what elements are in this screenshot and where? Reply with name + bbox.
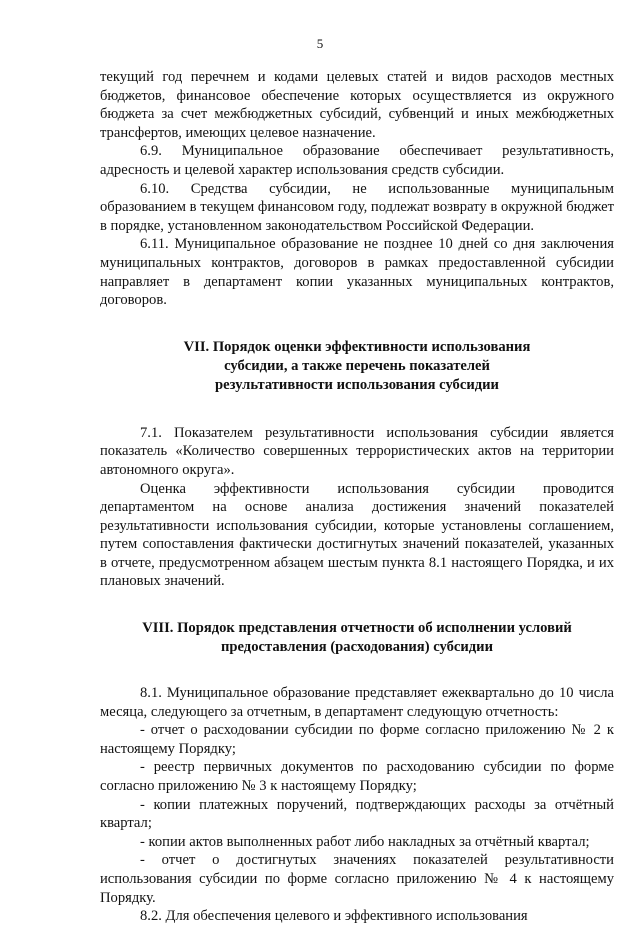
section-8-heading-line: VIII. Порядок представления отчетности об исполнении условий: [142, 620, 572, 637]
section-7-heading-line: субсидии, а также перечень показателей: [224, 357, 490, 374]
paragraph-6-10: 6.10. Средства субсидии, не использованные муниципальным образованием в текущем финансовом году, подлежат возврату в окружной бюджет в порядке, установленном законодательством Российской Федерации.: [100, 180, 614, 234]
paragraph-continuation: текущий год перечнем и кодами целевых статей и видов расходов местных бюджетов, финансовое обеспечение которых осуществляется из окружного бюджета за счет межбюджетных субсидий, субвенций и иных межбюджетных трансфертов, имеющих целевое назначение.: [100, 69, 614, 141]
paragraph-7-1: 7.1. Показателем результативности использования субсидии является показатель «Количество совершенных террористических актов на территории автономного округа».: [100, 424, 614, 478]
list-item-payment-orders: - копии платежных поручений, подтверждающих расходы за отчётный квартал;: [100, 796, 614, 832]
list-item-registry-form-3: - реестр первичных документов по расходованию субсидии по форме согласно приложению № 3 к настоящему Порядку;: [100, 759, 614, 795]
list-item-results-report-form-4: - отчет о достигнутых значениях показателей результативности использования субсидии по форме согласно приложению № 4 к настоящему Порядку.: [100, 852, 614, 906]
section-7-heading-line: VII. Порядок оценки эффективности использования: [183, 338, 531, 355]
section-7-heading-line: результативности использования субсидии: [215, 376, 499, 393]
paragraph-8-2: 8.2. Для обеспечения целевого и эффективного использования: [140, 908, 528, 925]
document-body: [100, 68, 614, 926]
paragraph-7-evaluation: Оценка эффективности использования субсидии проводится департаментом на основе анализа достижения значений показателей результативности использования субсидии, которые установлены соглашением, путем сопоставления фактически достигнутых значений показателей, указанных в отчете, предусмотренном абзацем шестым пункта 8.1 настоящего Порядка, и их плановых значений.: [100, 480, 614, 590]
paragraph-6-9: 6.9. Муниципальное образование обеспечивает результативность, адресность и целевой характер использования средств субсидии.: [100, 143, 614, 178]
paragraph-6-11: 6.11. Муниципальное образование не позднее 10 дней со дня заключения муниципальных контрактов, договоров в рамках предоставленной субсидии направляет в департамент копии указанных муниципальных контрактов, договоров.: [100, 236, 614, 309]
list-item-report-form-2: - отчет о расходовании субсидии по форме согласно приложению № 2 к настоящему Порядку;: [100, 722, 614, 757]
section-7-heading: [100, 338, 614, 395]
page-number: 5: [316, 36, 324, 51]
section-8-heading-line: предоставления (расходования) субсидии: [221, 639, 493, 656]
list-item-acts-invoices: - копии актов выполненных работ либо накладных за отчётный квартал;: [140, 833, 590, 850]
section-8-heading: [100, 619, 614, 657]
paragraph-8-1: 8.1. Муниципальное образование представляет ежеквартально до 10 числа месяца, следующего за отчетным, в департамент следующую отчетность:: [100, 685, 614, 720]
